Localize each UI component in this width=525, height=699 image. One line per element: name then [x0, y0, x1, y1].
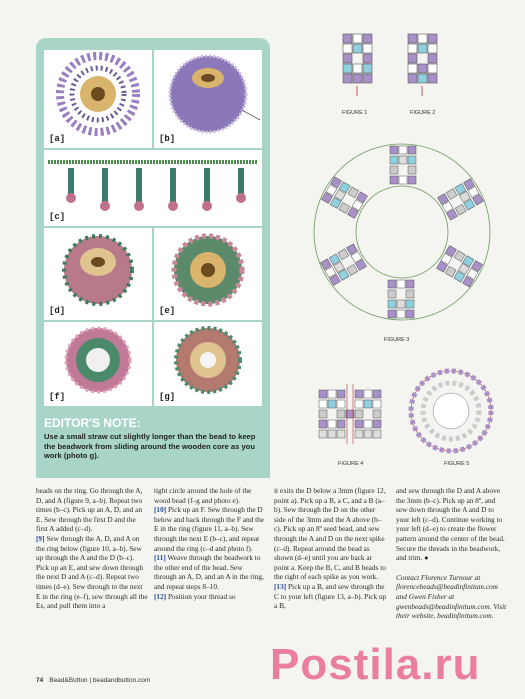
column-2-para-1 — [154, 486, 266, 505]
para-text: Weave through the beadwork to the other end of the bead. Sew through an A, D, and an A in the ring, and repeat steps 8–10. — [154, 553, 264, 591]
body-column-3 — [274, 486, 388, 611]
column-2-para-3 — [154, 553, 266, 591]
photo-b-caption: [b] — [159, 134, 176, 144]
body-column-2 — [154, 486, 266, 601]
figure-2-label: FIGURE 2 — [410, 110, 436, 116]
column-2-para-4 — [154, 592, 266, 602]
step-number: [13] — [274, 581, 287, 591]
footer-text: Bead&Button | beadandbutton.com — [49, 677, 151, 684]
photo-c-image — [44, 150, 262, 226]
photo-a — [44, 50, 152, 148]
photo-f — [44, 322, 152, 406]
editors-note — [36, 410, 270, 478]
photo-a-caption: [a] — [49, 134, 66, 144]
column-3-para-2 — [274, 582, 388, 611]
column-1-para-1 — [36, 486, 148, 534]
column-2-para-2 — [154, 505, 266, 553]
para-text: tight circle around the hole of the wood bead (f–g and photo e). — [154, 486, 252, 505]
figure-1-label: FIGURE 1 — [342, 110, 368, 116]
para-text: Position your thread so — [166, 591, 236, 601]
body-column-4 — [396, 486, 508, 621]
page-number: 74 — [36, 677, 44, 684]
photo-e — [154, 228, 262, 320]
photo-g-caption: [g] — [159, 392, 176, 402]
watermark: Postila.ru — [270, 640, 481, 689]
para-text: beads on the ring. Go through the A, D, and A (figure 9, a–b). Repeat two times (b–c). Pick up an A, D, and an E. Sew through the first D and the first A added (c–d). — [36, 486, 143, 534]
column-4-para-1 — [396, 486, 508, 563]
photo-e-caption: [e] — [159, 306, 176, 316]
figure-5 — [404, 364, 498, 458]
photo-c — [44, 150, 262, 226]
figure-3 — [306, 128, 498, 336]
step-number: [12] — [154, 591, 167, 601]
para-text: it exits the D below a 3mm (figure 12, point a). Pick up a B, a C, and a B (a–b). Sew through the D on the other side of the 3mm and the A above (b–c). Pick up an 8º seed bead, and sew through the A and D on the next spike (c–d). Repeat around the bead as shown (d–e) until you are back at point a. Keep the B, C, and B beads to the right of each spike as you work. — [274, 486, 386, 582]
figure-3-label: FIGURE 3 — [384, 337, 410, 343]
photo-f-caption: [f] — [49, 392, 66, 402]
body-column-1 — [36, 486, 148, 611]
figure-4-label: FIGURE 4 — [338, 461, 364, 467]
column-3-para-1 — [274, 486, 388, 582]
step-number: [11] — [154, 553, 166, 563]
step-number: [9] — [36, 533, 45, 543]
photo-g — [154, 322, 262, 406]
para-text: and sew through the D and A above the 3mm (b–c). Pick up an 8º, and sew down through the A and D to your left (c–d). Continue working to your left (d–e) to create the flower pattern around the center of the bead. Secure the threads in the beadwork, and trim. ● — [396, 486, 505, 563]
para-text: Pick up an F. Sew through the D below and back through the F and the E in the ring (figure 11, a–b). Sew through the next E (b–c), and repeat around the ring (c–d and photo f). — [154, 505, 265, 553]
editors-note-title: EDITOR'S NOTE: — [44, 416, 141, 430]
figure-2 — [398, 30, 458, 100]
photo-b — [154, 50, 262, 148]
editors-note-text: Use a small straw cut slightly longer than the bead to keep the beadwork from sliding around the wooden core as you work (photo g). — [44, 432, 256, 461]
figure-1 — [333, 30, 393, 100]
contact-info: Contact Florence Turnour at florencebeads@beadinfinitum.com and Gwen Fisher at gwenbeads@beadinfinitum.com. Visit their website, beadinfinitum.com. — [396, 572, 507, 621]
step-number: [10] — [154, 505, 167, 515]
photo-d — [44, 228, 152, 320]
figure-4 — [313, 380, 393, 456]
photo-d-caption: [d] — [49, 306, 66, 316]
para-text: Pick up a B, and sew through the C to your left (figure 13, a–b). Pick up a B, — [274, 581, 387, 611]
para-text: Sew through the A, D, and A on the ring below (figure 10, a–b). Sew up through the A and the D (b–c). Pick up an E, and sew down through the next D and A (c–d). Repeat two times (d–e). Sew through to the next E in the ring (e–f), sew through all the Es, and pull them into a — [36, 533, 148, 611]
page-footer — [36, 677, 150, 684]
photo-c-caption: [c] — [49, 212, 66, 222]
column-1-para-2 — [36, 534, 148, 611]
figure-5-label: FIGURE 5 — [444, 461, 470, 467]
